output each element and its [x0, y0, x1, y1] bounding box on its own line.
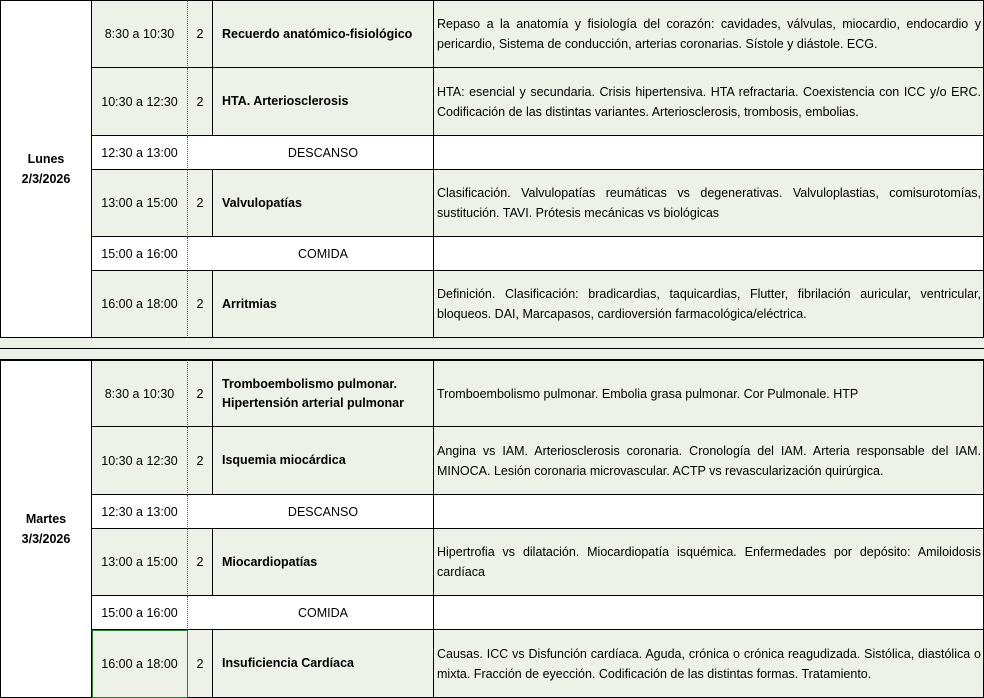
hours-cell[interactable]: 2 [188, 360, 213, 427]
hours-cell[interactable] [188, 136, 213, 170]
hours-cell[interactable]: 2 [188, 630, 213, 698]
day-label-cell[interactable] [0, 0, 92, 338]
spacer-row [0, 349, 984, 360]
description-cell[interactable] [434, 495, 984, 529]
topic-cell[interactable]: Isquemia miocárdica [213, 427, 434, 495]
description-text: Definición. Clasificación: bradicardias, taquicardias, Flutter, fibrilación auricular, ventricular, bloqueos. DAI, Marcapasos, cardioversión farmacológica/eléctrica. [437, 287, 981, 321]
time-cell[interactable]: 16:00 a 18:00 [92, 271, 188, 338]
table-row-break [92, 136, 984, 170]
topic-cell[interactable]: Insuficiencia Cardíaca [213, 630, 434, 698]
table-row [92, 271, 984, 338]
break-label-cell[interactable]: DESCANSO [213, 136, 434, 170]
hours-cell[interactable]: 2 [188, 529, 213, 596]
topic-cell[interactable]: Tromboembolismo pulmonar. Hipertensión arterial pulmonar [213, 360, 434, 427]
time-cell[interactable]: 12:30 a 13:00 [92, 495, 188, 529]
description-cell[interactable] [434, 68, 984, 136]
hours-cell[interactable]: 2 [188, 271, 213, 338]
description-cell[interactable] [434, 630, 984, 698]
hours-cell[interactable] [188, 237, 213, 271]
time-cell[interactable]: 13:00 a 15:00 [92, 170, 188, 237]
day-date: 2/3/2026 [21, 172, 71, 186]
day-name: Lunes [27, 152, 65, 166]
hours-cell[interactable]: 2 [188, 170, 213, 237]
topic-cell[interactable]: Valvulopatías [213, 170, 434, 237]
day-block-martes [0, 360, 984, 698]
description-cell[interactable] [434, 529, 984, 596]
day-name: Martes [25, 512, 67, 526]
description-cell[interactable] [434, 427, 984, 495]
description-cell[interactable] [434, 170, 984, 237]
hours-cell[interactable] [188, 495, 213, 529]
hours-cell[interactable]: 2 [188, 68, 213, 136]
topic-cell[interactable]: Recuerdo anatómico-fisiológico [213, 0, 434, 68]
description-text: Causas. ICC vs Disfunción cardíaca. Aguda, crónica o crónica reagudizada. Sistólica, diastólica o mixta. Fracción de eyección. Codificación de las distintas formas. Tratamiento. [437, 646, 981, 681]
description-cell[interactable] [434, 237, 984, 271]
description-text: Repaso a la anatomía y fisiología del corazón: cavidades, válvulas, miocardio, endocardio y pericardio, Sistema de conducción, arterias coronarias. Sístole y diástole. ECG. [437, 17, 981, 51]
table-row [92, 0, 984, 68]
time-cell[interactable]: 15:00 a 16:00 [92, 237, 188, 271]
time-cell[interactable]: 12:30 a 13:00 [92, 136, 188, 170]
time-cell[interactable]: 8:30 a 10:30 [92, 0, 188, 68]
table-row-break [92, 596, 984, 630]
time-cell-selected[interactable]: 16:00 a 18:00 [92, 630, 188, 698]
description-text: Tromboembolismo pulmonar. Embolia grasa pulmonar. Cor Pulmonale. HTP [437, 386, 859, 401]
break-label-cell[interactable]: COMIDA [213, 237, 434, 271]
hours-cell[interactable] [188, 596, 213, 630]
table-row [92, 68, 984, 136]
time-cell[interactable]: 15:00 a 16:00 [92, 596, 188, 630]
day-label-cell[interactable] [0, 360, 92, 698]
day-block-lunes [0, 0, 984, 338]
description-cell[interactable] [434, 596, 984, 630]
description-text: HTA: esencial y secundaria. Crisis hipertensiva. HTA refractaria. Coexistencia con ICC y/o ERC. Codificación de las distintas variantes. Arteriosclerosis, trombosis, embolias. [437, 84, 981, 119]
spacer-row [0, 338, 984, 349]
topic-cell[interactable]: Arritmias [213, 271, 434, 338]
table-row [92, 529, 984, 596]
hours-cell[interactable]: 2 [188, 427, 213, 495]
day-date: 3/3/2026 [21, 532, 71, 546]
description-cell[interactable] [434, 360, 984, 427]
description-cell[interactable] [434, 271, 984, 338]
time-cell[interactable]: 8:30 a 10:30 [92, 360, 188, 427]
table-row [92, 170, 984, 237]
description-text: Clasificación. Valvulopatías reumáticas vs degenerativas. Valvuloplastias, comisurotomías, sustitución. TAVI. Prótesis mecánicas vs biológicas [437, 186, 981, 220]
hours-cell[interactable]: 2 [188, 0, 213, 68]
time-cell[interactable]: 10:30 a 12:30 [92, 68, 188, 136]
description-text: Angina vs IAM. Arteriosclerosis coronaria. Cronología del IAM. Arteria responsable del IAM. MINOCA. Lesión coronaria microvascular. ACTP vs revascularización quirúrgica. [437, 443, 981, 478]
table-row-break [92, 237, 984, 271]
table-row [92, 630, 984, 698]
table-row [92, 427, 984, 495]
description-text: Hipertrofia vs dilatación. Miocardiopatía isquémica. Enfermedades por depósito: Amiloidosis cardíaca [437, 545, 981, 579]
topic-cell[interactable]: HTA. Arteriosclerosis [213, 68, 434, 136]
break-label-cell[interactable]: COMIDA [213, 596, 434, 630]
table-row [92, 360, 984, 427]
topic-cell[interactable]: Miocardiopatías [213, 529, 434, 596]
description-cell[interactable] [434, 0, 984, 68]
table-row-break [92, 495, 984, 529]
description-cell[interactable] [434, 136, 984, 170]
time-cell[interactable]: 10:30 a 12:30 [92, 427, 188, 495]
break-label-cell[interactable]: DESCANSO [213, 495, 434, 529]
time-cell[interactable]: 13:00 a 15:00 [92, 529, 188, 596]
